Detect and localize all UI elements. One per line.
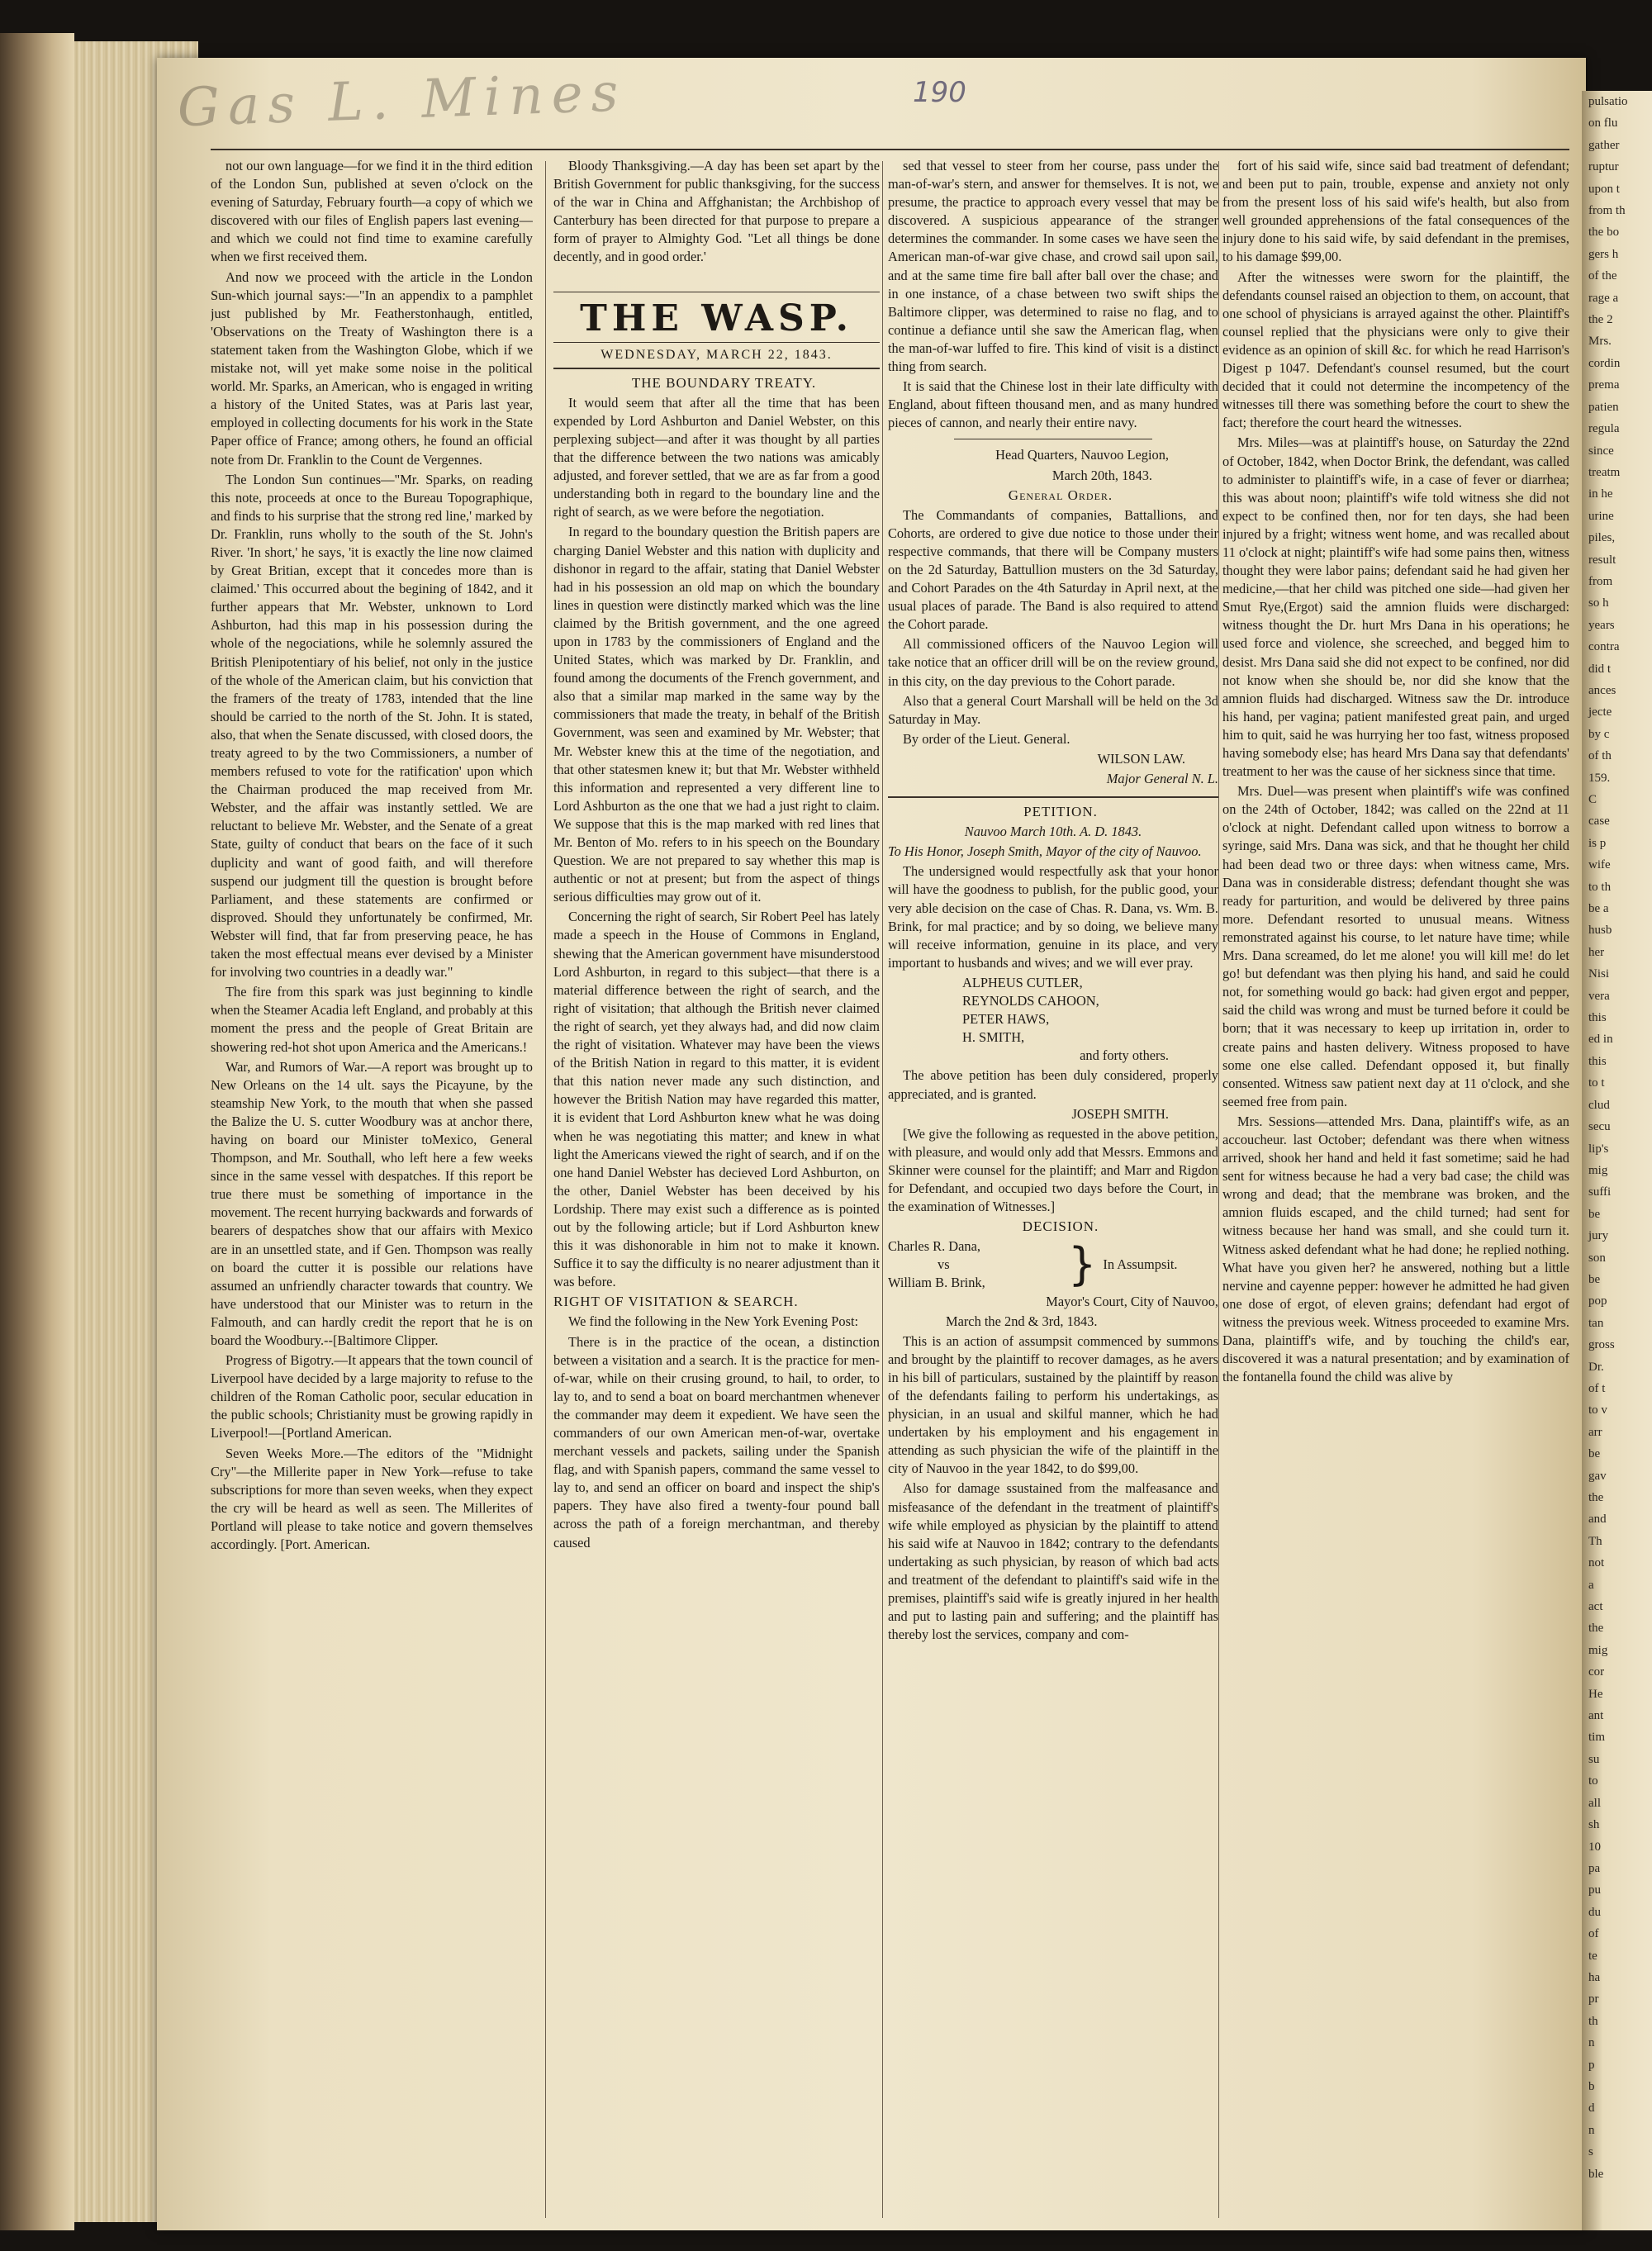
court-dates: March the 2nd & 3rd, 1843.	[946, 1313, 1098, 1329]
facing-page-line: Mrs.	[1588, 335, 1612, 349]
order-date: March 20th, 1843.	[1051, 467, 1152, 483]
petition-signer: REYNOLDS CAHOON,	[962, 993, 1099, 1009]
facing-page-line: case	[1588, 814, 1610, 829]
article-paragraph: The fire from this spark was just beginning to kindle when the Steamer Acadia left England, and probably at this moment the press and the people of Great Britain are showering red-hot shot upon America and the Americans.!	[211, 984, 533, 1055]
petition-signer: H. SMITH,	[962, 1029, 1025, 1046]
facing-page-line: rage a	[1588, 291, 1619, 305]
article-paragraph: There is in the practice of the ocean, a distinction between a visitation and a search. It is the practice for men-of-war, while on their crusing ground, to hail, to order, to lay to, and to send a boat on board merchantmen whenever the commander may deem it expedient. We have seen the commanders of our own American men-of-war, overtake merchant vessels and packets, sailing under the Spanish flag, and with Spanish papers, command the same vessel to lay to, and send an officer on board and inspect the ship's papers. They have also fired a twenty-four pound ball across the path of a foreign merchantman, and thereby caused	[553, 1333, 880, 1551]
court-name: Mayor's Court, City of Nauvoo,	[1046, 1293, 1218, 1309]
facing-page-line: husb	[1588, 924, 1612, 938]
facing-page-line: by c	[1588, 727, 1610, 741]
facing-page-line: clud	[1588, 1098, 1610, 1112]
article-paragraph: The London Sun continues—"Mr. Sparks, on reading this note, proceeds at once to the Bureau Topographique, and finds to his surprise that the strong red line,' marked by Dr. Franklin, runs wholly to the south of the St. John's River. 'In short,' he says, 'it is exactly the line now claimed by Great Britian, except that it concedes more than is claimed.' This occurred about the begining of 1842, and it further appears that Mr. Webster, unknown to Lord Ashburton, had this map in his possession during the whole of the negociations, while he solemnly assured the British Plenipotentiary of his belief, not only in the justice of the whole of the American claim, but his conviction that the framers of the treaty of 1783, intended that the line should be carried to the north of the St. John. It is stated, also, that when the Senate discussed, with closed doors, the treaty agreed to by the two Commissioners, a number of members refused to vote for the ratification' upon which the Chairman produced the map received from Mr. Webster, and the affair was instantly settled. We are reluctant to believe Mr. Webster, and the Senate of a great State, guilty of conduct that bears on the face of it such duplicity and want of good faith, and will therefore suspend our judgment till the question is brought before Parliament, and these statements are confirmed or disproved. Should they unfortunately be confirmed, Mr. Webster will find, that far from preserving peace, he has taken the most effectual means ever devised by a Minister for involving two countries in a deadly war."	[211, 471, 533, 981]
facing-page-line: pulsatio	[1588, 95, 1628, 108]
facing-page-line: vera	[1588, 989, 1610, 1003]
facing-page-line: n	[1588, 2036, 1595, 2050]
order-place: Head Quarters, Nauvoo Legion,	[995, 447, 1169, 463]
column-rule-1	[545, 161, 546, 2218]
visitation-continued	[888, 157, 1218, 432]
facing-page-line: tan	[1588, 1316, 1604, 1330]
facing-page-line: since	[1588, 444, 1614, 458]
facing-page-line: Nisi	[1588, 967, 1610, 981]
boundary-treaty-heading: THE BOUNDARY TREATY.	[631, 374, 817, 391]
facing-page-line: act	[1588, 1600, 1603, 1614]
facing-page-text	[1582, 91, 1652, 2185]
facing-page-line: this	[1588, 1054, 1607, 1068]
facing-page-line: be	[1588, 1207, 1601, 1221]
book-spine-edge	[0, 33, 74, 2230]
facing-page-line: mig	[1588, 1643, 1608, 1657]
petition-others: and forty others.	[1080, 1047, 1169, 1064]
article-paragraph: fort of his said wife, since said bad treatment of defendant; and been put to pain, trouble, expense and anxiety not only from the present loss of his said wife's health, but also from well grounded apprehensions of the fatal consequences of the injury done to his said wife, by said defendant in the premises, to his damage $99,00.	[1222, 158, 1569, 265]
facing-page-line: to	[1588, 1774, 1598, 1788]
facing-page-line: did t	[1588, 662, 1612, 676]
decision-paragraph: This is an action of assumpsit commenced by summons and brought by the plaintiff to recover damages, as he avers in his bill of particulars, sustained by the plaintiff by reason of the defendants failing to perform his undertakings, as physician, in an usual and skilful manner, which he had undertaken by his employment and his engagement in attending as such physician the wife of the plaintiff in the city of Nauvoo in the year 1842, to do $99,00.	[888, 1332, 1218, 1477]
decision-paragraph: Also for damage ssustained from the malfeasance and misfeasance of the defendant in the treatment of plaintiff's wife while employed as physician by the plaintiff to attend his said wife at Nauvoo in 1842; contrary to the defendants undertaking as such physician, by reason of which bad acts and treatment of the defendant to plaintiff's said wife in the premises, plaintiff's said wife is greatly injured in her health and put to lasting pain and suffering; and the plaintiff has thereby lost the services, company and com-	[888, 1480, 1218, 1643]
column-4	[1222, 157, 1569, 2197]
facing-page-line: pu	[1588, 1883, 1601, 1897]
boundary-treaty-article	[553, 394, 880, 1292]
facing-page-line: prema	[1588, 378, 1620, 392]
facing-page-line: this	[1588, 1011, 1607, 1025]
facing-page-line: piles,	[1588, 531, 1616, 545]
article-paragraph: We find the following in the New York Evening Post:	[568, 1313, 859, 1330]
facing-page-line: a	[1588, 1578, 1594, 1592]
facing-page-line: regula	[1588, 422, 1620, 436]
facing-page-line: is p	[1588, 836, 1607, 850]
facing-page-line: of th	[1588, 749, 1612, 763]
facing-page-line: her	[1588, 945, 1605, 959]
facing-page-line: Th	[1588, 1534, 1602, 1548]
article-paragraph: It would seem that after all the time that has been expended by Lord Ashburton and Daniel Webster, on this perplexing subject—and after it was thought by all parties that the difference between the two nations was amicably adjusted, and forever settled, that we are as far from a good understanding both in regard to the boundary line and the right of search, as we were before the negotiation.	[553, 394, 880, 520]
case-caption	[888, 1237, 1218, 1292]
order-signer: WILSON LAW.	[1097, 750, 1185, 767]
facing-page-line: cordin	[1588, 356, 1621, 370]
facing-page-line: and	[1588, 1513, 1607, 1527]
column-2	[553, 157, 880, 2197]
masthead-title: THE WASP.	[580, 297, 853, 340]
facing-page-line: of	[1588, 1927, 1599, 1941]
facing-page-line: lip's	[1588, 1142, 1609, 1156]
facing-page-line: from th	[1588, 204, 1626, 218]
facing-page-line: secu	[1588, 1120, 1611, 1134]
right-of-visitation-article	[553, 1313, 880, 1551]
facing-page-line: arr	[1588, 1425, 1602, 1439]
facing-page-line: in he	[1588, 487, 1613, 501]
facing-page-line: upon t	[1588, 182, 1620, 196]
facing-page-line: result	[1588, 553, 1616, 567]
facing-page-line: treatm	[1588, 465, 1621, 479]
facing-page-line: tim	[1588, 1731, 1606, 1745]
facing-page-line: gav	[1588, 1469, 1607, 1483]
facing-page-line: p	[1588, 2058, 1595, 2072]
facing-page-line: all	[1588, 1796, 1601, 1810]
column-rule-2	[882, 161, 883, 2218]
facing-page-line: to th	[1588, 880, 1612, 894]
article-paragraph: Mrs. Duel—was present when plaintiff's wife was confined on the 24th of October, 1842; was called on the 22nd at 11 o'clock at night. Defendant called upon witness to borrow a syringe, said Mrs. Dana was sick, and that he thought her child had been dead two or three days: when witness came, Mrs. Dana was in considerable distress; defendant thought she was ready for parturition, and would be delivered by three pains more. Defendant resorted to unusual means. Witness remonstrated against his course, to let nature have time; while Mrs. Dana screamed, do let me alone! you will kill me! do let go! but defendant was then plying his hand, and said he could not, for something would go back: had given ergot and pepper, said the child was wrong and must be turned before it could be born; that it was necessary to keep up irritation in, order to create pains and hasten delivery. Witness proposed to have some one else called. Defendant opposed it, but finally consented. Witness saw patient next day at 11 o'clock, and she seemed free from pain.	[1222, 783, 1569, 1109]
handwritten-note: Gas L. Mines	[176, 62, 628, 140]
facing-page-line: the bo	[1588, 226, 1620, 240]
petition-address: To His Honor, Joseph Smith, Mayor of the city of Nauvoo.	[888, 843, 1202, 860]
petition-signers	[888, 974, 1218, 1047]
facing-page-line: the 2	[1588, 313, 1613, 327]
facing-page-line: contra	[1588, 640, 1620, 654]
order-paragraph: Also that a general Court Marshall will be held on the 3d Saturday in May.	[888, 692, 1218, 727]
facing-page-line: te	[1588, 1949, 1597, 1963]
granted-by: JOSEPH SMITH.	[1071, 1105, 1169, 1122]
page-number: 190	[913, 76, 966, 109]
versus: vs	[938, 1256, 950, 1273]
editor-note: [We give the following as requested in the above petition, with pleasure, and would only add that Messrs. Emmons and Skinner were counsel for the plaintiff; and Marr and Rigdon for Defendant, and occupied two days before the Court, in the examination of Witnesses.]	[888, 1125, 1218, 1215]
petition-dateline: Nauvoo March 10th. A. D. 1843.	[964, 824, 1142, 840]
facing-page-fragment	[1582, 91, 1652, 2230]
facing-page-line: be a	[1588, 902, 1609, 916]
decision-heading: DECISION.	[1022, 1218, 1099, 1235]
facing-page-line: pa	[1588, 1861, 1601, 1875]
article-paragraph: Concerning the right of search, Sir Robert Peel has lately made a speech in the House of Commons in England, shewing that the American government have misunderstood Lord Ashburton, in regard to this subject—that there is a material difference between the right of search, and the right of visitation; that although the British never claimed the right of search, yet they always had, and did now claim the right of visitation. Whatever may have been the views of the British Nation in regard to this matter, it is evident that this nation never made any such distinction, and however the British Nation may have regarded this matter, it is evident that Lord Ashburton knew what he was doing when he was negotiating this matter; and knew in what light the Americans viewed the right of search, and if on the one hand Daniel Webster has decieved Lord Ashburton, on the other, Daniel Webster has been deceived by his Lordship. There may exist such a difference as is pointed out by the following article; but if Lord Ashburton knew this it was dishonorable in him not to make it known. Suffice it to say the difficulty is no nearer adjustment than it was before.	[553, 909, 880, 1290]
facing-page-line: urine	[1588, 509, 1614, 523]
petition-granted: The above petition has been duly considered, properly appreciated, and is granted.	[888, 1067, 1218, 1102]
facing-page-line: su	[1588, 1752, 1600, 1766]
order-paragraph: The Commandants of companies, Battallions, and Cohorts, are ordered to give due notice to those under their respective commands, that there will be Company musters on the 2d Saturday, Battullion musters on the 3d Saturday, and Cohort Parades on the 4th Saturday in April next, at the usual places of parade. The Band is also required to attend the Cohort parade.	[888, 506, 1218, 633]
facing-page-line: jury	[1588, 1229, 1609, 1243]
facing-page-line: gather	[1588, 138, 1620, 152]
facing-page-line: th	[1588, 2014, 1598, 2028]
facing-page-line: ances	[1588, 683, 1616, 697]
article-paragraph: not our own language—for we find it in the third edition of the London Sun, published at seven o'clock on the evening of Saturday, February fourth—a copy of which we discovered with our files of English papers last evening—and which we could not find time to examine carefully when we first received them.	[211, 158, 533, 265]
masthead	[553, 292, 880, 369]
facing-page-line: 159.	[1588, 771, 1611, 785]
case-brace: }	[1068, 1238, 1097, 1291]
facing-page-line: the	[1588, 1622, 1604, 1636]
facing-page-line: d	[1588, 2101, 1595, 2116]
petition-signer: PETER HAWS,	[962, 1011, 1050, 1028]
facing-page-line: years	[1588, 618, 1615, 632]
facing-page-line: gross	[1588, 1338, 1615, 1352]
facing-page-line: wife	[1588, 858, 1611, 872]
article-paragraph: Bloody Thanksgiving.—A day has been set apart by the British Government for public thanksgiving, for the success of the war in China and Affghanistan; the Archbishop of Canterbury has been directed for that purpose to prepare a form of prayer to Almighty God. "Let all things be done decently, and in good order.'	[553, 158, 880, 265]
facing-page-line: from	[1588, 574, 1613, 588]
facing-page-line: mig	[1588, 1163, 1608, 1177]
article-paragraph: Mrs. Miles—was at plaintiff's house, on Saturday the 22nd of October, 1842, when Doctor Brink, the defendant, was called to administer to plaintiff's wife, in a case of fever or diarrhea; this was about noon; plaintiff's wife told witness she did not expect to be confined then, nor for ten days, she had been injured by a fright; witness went home, and was recalled about 11 o'clock at night; plaintiff's wife had some pains then, witness thought they were labor pains; defendant said he had given her medicine,—that her child was pitched one side—had given her Smut Rye,(Ergot) said the amnion fluids were discharged: witness thought the Dr. hurt Mrs Dana in his operations; he used force and violence, she screeched, and begged him to desist. Mrs Dana said she did not expect to be confined, nor did not know when she should be, nor did she know that the amnion fluids had discharged. Witness saw the Dr. introduce his hand, per vagina; patient manifested great pain, and urged him to quit, said he was hurrying her too fast, witness proposed having somebody else; has heard Mrs Dana say that defendants' treatment to her was the cause of her sickness since that time.	[1222, 435, 1569, 780]
facing-page-line: ruptur	[1588, 160, 1619, 174]
defendant-name: William B. Brink,	[888, 1275, 985, 1291]
facing-page-line: of the	[1588, 269, 1617, 283]
facing-page-line: s	[1588, 2145, 1593, 2159]
facing-page-line: on flu	[1588, 116, 1618, 131]
facing-page-line: not	[1588, 1556, 1605, 1570]
facing-page-line: patien	[1588, 400, 1619, 414]
column-3	[888, 157, 1218, 2197]
decision-body	[888, 1332, 1218, 1645]
facing-page-line: pop	[1588, 1294, 1607, 1308]
article-paragraph: Mrs. Sessions—attended Mrs. Dana, plaintiff's wife, as an accoucheur. last October; defendant was there when witness arrived, shook her hand and held it fast sometime; said he had sent for witness because he had a very bad case; the child was wrong and dead; that the membrane was broken, and the amnion fluids escaped, and the child turned; had sent for witness because her hand was small, and she could turn it. Witness asked defendant what he had done; he replied nothing. What have you given her? he answered, nothing but a little nervine and cayenne pepper: however he admitted he had given one dose of ergot, of eleven grains; defendant had ergot of witness the previous week. Witness proceeded to examine Mrs. Dana, plaintiff's wife, and by touching the child's ear, discovered it was a natural presentation; and by examination of the fontanella found the child was alive by	[1222, 1113, 1569, 1385]
facing-page-line: ant	[1588, 1709, 1604, 1723]
petition-body: The undersigned would respectfully ask that your honor will have the goodness to publish, for the public good, your very able decision on the case of Chas. R. Dana, vs. Wm. B. Brink, for mal practice; and by so doing, we believe many will receive information, genuine in its place, and very important to husbands and wives; and we will ever pray.	[888, 863, 1218, 971]
column-1	[211, 157, 533, 2197]
facing-page-line: du	[1588, 1905, 1601, 1919]
facing-page-line: be	[1588, 1447, 1601, 1461]
facing-page-line: He	[1588, 1687, 1603, 1701]
facing-page-line: ed in	[1588, 1033, 1613, 1047]
column-rule-3	[1218, 161, 1219, 2218]
facing-page-line: jecte	[1588, 705, 1612, 719]
facing-page-line: be	[1588, 1272, 1601, 1286]
facing-page-line: the	[1588, 1491, 1604, 1504]
petition-heading: PETITION.	[1023, 804, 1098, 820]
article-paragraph: Seven Weeks More.—The editors of the "Midnight Cry"—the Millerite paper in New York—refuse to take subscriptions for more than seven weeks, when they expect the cry will be heard as well as seen. The Millerites of Portland will please to take notice and govern themselves accordingly. [Port. American.	[211, 1445, 533, 1553]
bloody-thanksgiving-article	[553, 157, 880, 267]
article-paragraph: It is said that the Chinese lost in their late difficulty with England, about fifteen thousand men, and as many hundred pieces of cannon, and nearly their entire navy.	[888, 378, 1218, 431]
facing-page-line: son	[1588, 1251, 1606, 1265]
action-type: In Assumpsit.	[1103, 1256, 1178, 1273]
facing-page-line: to t	[1588, 1076, 1605, 1090]
facing-page-line: suffi	[1588, 1185, 1612, 1199]
facing-page-line: ha	[1588, 1970, 1601, 1984]
article-paragraph: And now we proceed with the article in the London Sun-which journal says:—"In an appendix to a pamphlet just published by Mr. Featherstonhaugh, entitled, 'Observations on the Treaty of Washington there is a statement taken from the Washington Globe, which if we mistake not, will yet make some noise in the political world. Mr. Sparks, an American, who is engaged in writing a history of the United States, was at Paris last year, employed in collecting documents for his work in the State Paper office of France; among others, he found an official note from Dr. Franklin to the Count de Vergennes.	[211, 268, 533, 468]
general-order-body	[888, 506, 1218, 748]
right-of-visitation-heading: RIGHT OF VISITATION & SEARCH.	[553, 1294, 799, 1310]
general-order-heading: General Order.	[1008, 487, 1113, 503]
order-signer-title: Major General N. L.	[1106, 771, 1218, 786]
facing-page-line: so h	[1588, 596, 1609, 610]
order-paragraph: By order of the Lieut. General.	[903, 730, 1070, 747]
article-paragraph: Progress of Bigotry.—It appears that the town council of Liverpool have decided by a large majority to refuse to the children of the Roman Catholic poor, secular education in the public schools; Christianity must be growing rapidly in Liverpool!—[Portland American.	[211, 1352, 533, 1441]
top-rule	[211, 149, 1569, 150]
facing-page-line: pr	[1588, 1992, 1599, 2006]
order-paragraph: All commissioned officers of the Nauvoo Legion will take notice that an officer drill will be on the review ground, in this city, on the day previous to the Cohort parade.	[888, 636, 1218, 689]
facing-page-line: Dr.	[1588, 1360, 1604, 1374]
facing-page-line: ble	[1588, 2167, 1604, 2181]
facing-page-line: 10	[1588, 1840, 1601, 1854]
facing-page-line: C	[1588, 793, 1597, 806]
article-paragraph: After the witnesses were sworn for the plaintiff, the defendants counsel raised an objection to them, on account, that one school of physicians is arrayed against the other. Plaintiff's counsel replied that the physicians were only to give their evidence as an opinion of skill &c. for which he read Harrison's Digest p 1047. Defendant's counsel resumed, but the court decided that it could not determine the incompetency of the witnesses till there was something before the court to shew the fact; therefore the court heard the witnesses.	[1222, 268, 1569, 431]
petition-signer: ALPHEUS CUTLER,	[962, 974, 1083, 990]
article-paragraph: War, and Rumors of War.—A report was brought up to New Orleans on the 14 ult. says the Picayune, by the steamship New York, to the mouth that when she passed the Balize the U. S. cutter Woodbury was at anchor there, having on board our Minister toMexico, General Thompson, and Mr. Southall, who left here a few weeks since in the same vessel with despatches. If this report be true there must be something of importance in the movement. The recent hurrying backwards and forwards of bearers of despatches show that our affairs with Mexico are in an unsettled state, and if Gen. Thompson was really on board the cutter it is possible our relations have assumed an unfriendly character towards that country. We have understood that our Minister was to return in the Falmouth, and can hardly credit the report that he is on board the Woodbury.--[Baltimore Clipper.	[211, 1058, 533, 1348]
facing-page-line: sh	[1588, 1818, 1600, 1832]
facing-page-line: to v	[1588, 1403, 1607, 1418]
facing-page-line: cor	[1588, 1665, 1605, 1679]
facing-page-line: of t	[1588, 1381, 1606, 1395]
facing-page-line: n	[1588, 2123, 1595, 2137]
article-paragraph: sed that vessel to steer from her course, pass under the man-of-war's stern, and answer for themselves. It is not, we presume, the practice to approach every vessel that may be discovered. A suspicious appearance of the stranger determines the commander. In some cases we have seen the American man-of-war give chase, and crowd sail upon sail, and at the same time fire ball after ball over the chase; and in one instance, of a chase between two swift ships the Baltimore clipper, was determined to raise no flag, and to continue a defiance until she saw the American flag, when the man-of-war luffed to fire. This kind of visit is a distinct thing from search.	[888, 158, 1218, 375]
plaintiff-name: Charles R. Dana,	[888, 1238, 980, 1255]
article-paragraph: In regard to the boundary question the British papers are charging Daniel Webster and this nation with duplicity and dishonor in regard to the affair, stating that Daniel Webster had in his possession an old map on which the boundary lines in question were distinctly marked which was the line claimed by the British government, and the one agreed upon in 1783 by the commissioners of England and the United States, which was marked by Dr. Franklin, and found among the documents of the French government, and also that a similar map marked in the same way by the commissioners that made the treaty, in behalf of the British Government, was seen and examined by Mr. Webster; that Mr. Webster knew this at the time of the negotiation, and that other statesmen knew it; but that Mr. Webster withheld this information and represented a very different line to Lord Ashburton as the one that we had a just right to claim. We suppose that this is the map marked with red lines that Mr. Benton of Mo. refers to in his speech on the Boundary Question. We are not prepared to say whether this map is authentic or not at present; but from the aspect of things serious difficulties may grow out of it.	[553, 524, 880, 905]
facing-page-line: b	[1588, 2079, 1595, 2093]
masthead-date: WEDNESDAY, MARCH 22, 1843.	[553, 342, 880, 364]
facing-page-line: gers h	[1588, 247, 1619, 261]
